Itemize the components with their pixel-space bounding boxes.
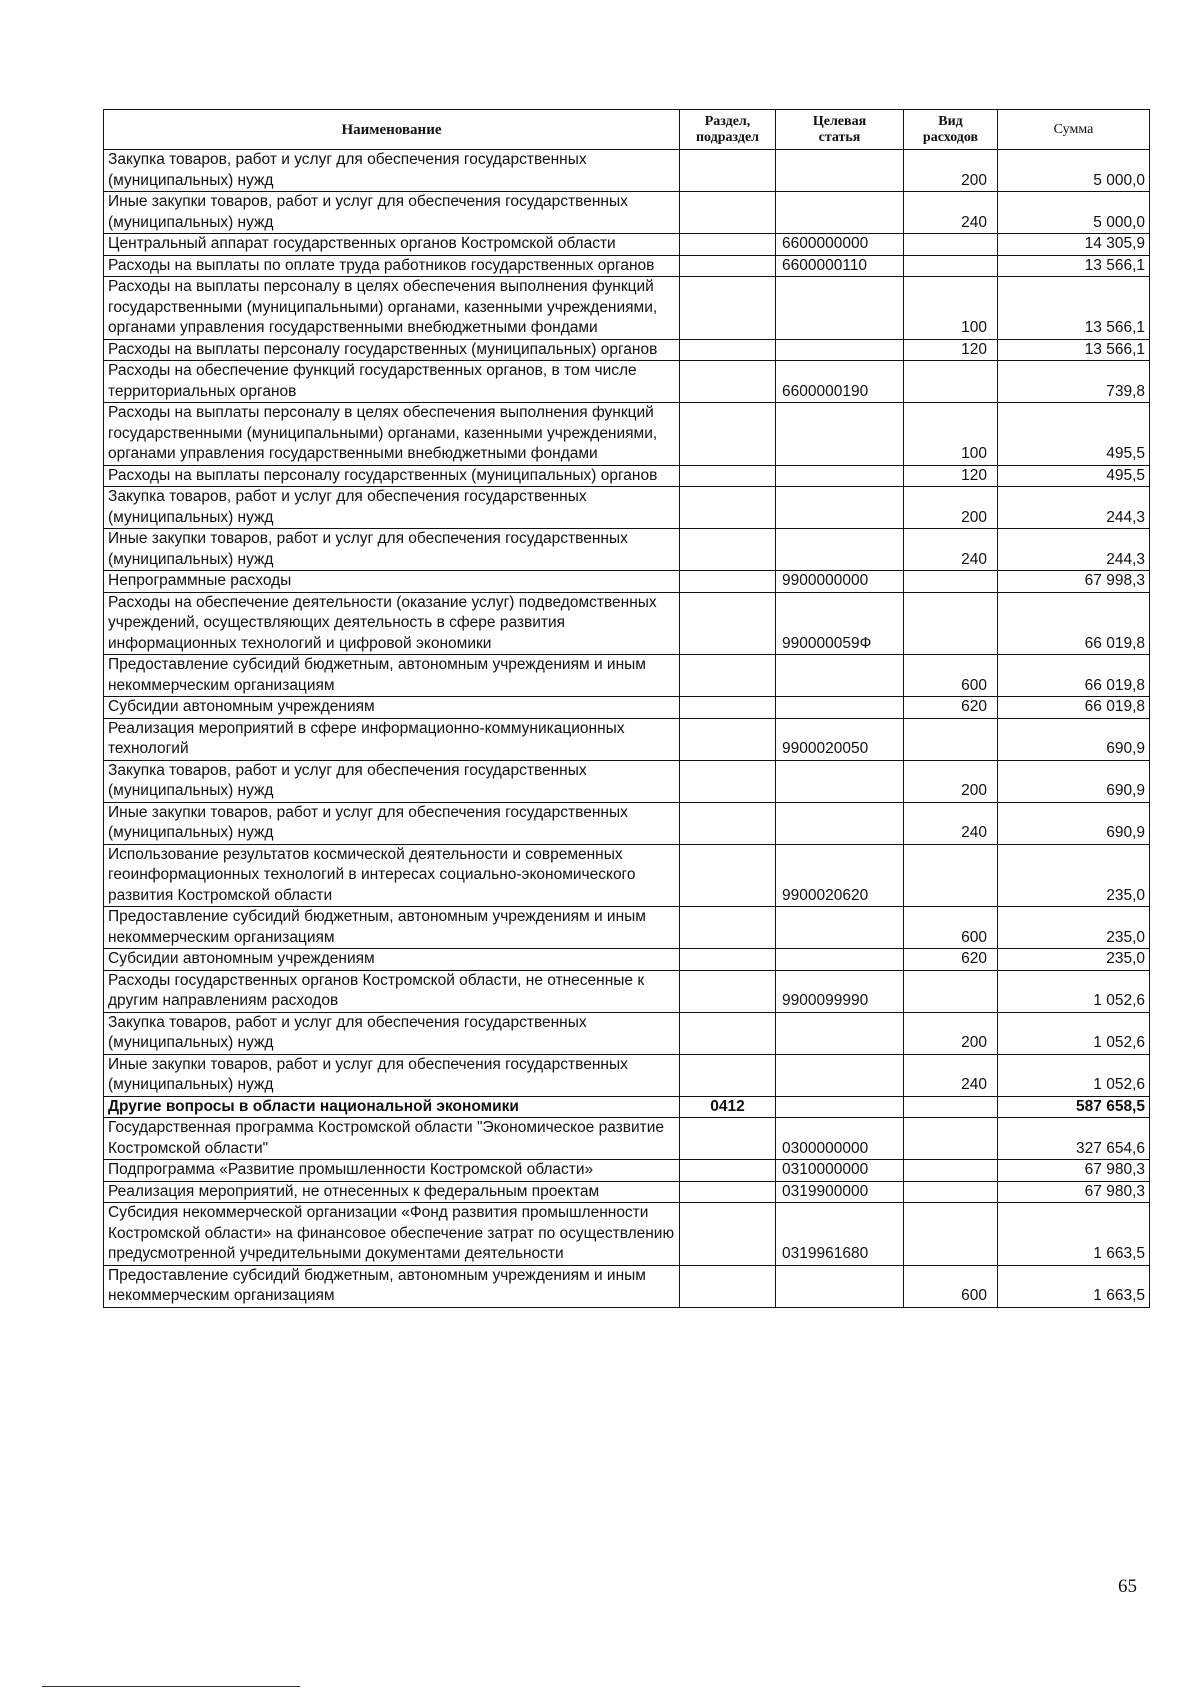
cell-section [680,718,776,760]
cell-type: 600 [904,907,998,949]
table-row [104,1054,1150,1096]
cell-sum: 1 663,5 [998,1203,1150,1266]
cell-type [904,361,998,403]
cell-section [680,487,776,529]
cell-sum: 244,3 [998,487,1150,529]
table-row [104,529,1150,571]
header-section-label: Раздел, подраздел [695,113,760,145]
cell-name: Закупка товаров, работ и услуг для обеспечения государственных (муниципальных) нужд [104,760,680,802]
cell-type: 120 [904,465,998,487]
cell-section [680,465,776,487]
table-row [104,277,1150,340]
cell-name: Другие вопросы в области национальной экономики [104,1096,680,1118]
cell-sum: 235,0 [998,907,1150,949]
cell-name: Непрограммные расходы [104,571,680,593]
cell-type: 200 [904,760,998,802]
cell-name: Закупка товаров, работ и услуг для обеспечения государственных (муниципальных) нужд [104,487,680,529]
cell-sum: 67 980,3 [998,1160,1150,1182]
cell-name: Расходы на выплаты персоналу государственных (муниципальных) органов [104,465,680,487]
table-row [104,949,1150,971]
cell-name: Иные закупки товаров, работ и услуг для обеспечения государственных (муниципальных) нужд [104,1054,680,1096]
cell-target: 9900000000 [776,571,904,593]
cell-section [680,234,776,256]
cell-type [904,1118,998,1160]
cell-name: Предоставление субсидий бюджетным, автономным учреждениям и иным некоммерческим организациям [104,907,680,949]
cell-section [680,844,776,907]
cell-target [776,907,904,949]
cell-section [680,760,776,802]
cell-section [680,1203,776,1266]
cell-name: Центральный аппарат государственных органов Костромской области [104,234,680,256]
cell-section [680,1118,776,1160]
table-row [104,150,1150,192]
cell-type: 200 [904,487,998,529]
cell-sum: 14 305,9 [998,234,1150,256]
cell-name: Расходы на выплаты персоналу в целях обеспечения выполнения функций государственными (муниципальными) органами, казенными учреждениями, органами управления государственными внебюджетными фондами [104,403,680,466]
cell-target [776,150,904,192]
cell-target: 9900099990 [776,970,904,1012]
cell-type [904,1096,998,1118]
table-row [104,655,1150,697]
cell-section [680,655,776,697]
cell-name: Государственная программа Костромской области "Экономическое развитие Костромской области" [104,1118,680,1160]
cell-sum: 1 052,6 [998,1012,1150,1054]
cell-sum: 495,5 [998,465,1150,487]
cell-name: Расходы на выплаты персоналу государственных (муниципальных) органов [104,339,680,361]
cell-type: 600 [904,655,998,697]
cell-name: Предоставление субсидий бюджетным, автономным учреждениям и иным некоммерческим организациям [104,655,680,697]
budget-table [103,109,1150,1308]
table-row [104,571,1150,593]
cell-sum: 66 019,8 [998,655,1150,697]
cell-section [680,970,776,1012]
cell-type: 620 [904,949,998,971]
cell-type: 200 [904,150,998,192]
cell-sum: 739,8 [998,361,1150,403]
table-row [104,1096,1150,1118]
cell-name: Закупка товаров, работ и услуг для обеспечения государственных (муниципальных) нужд [104,150,680,192]
cell-target [776,277,904,340]
cell-name: Предоставление субсидий бюджетным, автономным учреждениям и иным некоммерческим организациям [104,1265,680,1307]
table-body [104,150,1150,1308]
cell-type: 240 [904,802,998,844]
cell-type [904,234,998,256]
cell-target: 6600000000 [776,234,904,256]
cell-sum: 5 000,0 [998,150,1150,192]
cell-sum: 235,0 [998,949,1150,971]
cell-sum: 327 654,6 [998,1118,1150,1160]
cell-section [680,339,776,361]
cell-type: 200 [904,1012,998,1054]
table-row [104,403,1150,466]
cell-section [680,361,776,403]
page-number: 65 [1118,1576,1137,1597]
cell-name: Расходы на обеспечение деятельности (оказание услуг) подведомственных учреждений, осуществляющих деятельность в сфере развития информационных технологий и цифровой экономики [104,592,680,655]
cell-name: Расходы на выплаты персоналу в целях обеспечения выполнения функций государственными (муниципальными) органами, казенными учреждениями, органами управления государственными внебюджетными фондами [104,277,680,340]
cell-name: Иные закупки товаров, работ и услуг для обеспечения государственных (муниципальных) нужд [104,802,680,844]
table-row [104,760,1150,802]
cell-target [776,403,904,466]
cell-target [776,949,904,971]
header-type [904,110,998,150]
cell-sum: 1 052,6 [998,970,1150,1012]
header-target [776,110,904,150]
cell-target [776,487,904,529]
cell-type: 100 [904,403,998,466]
cell-sum: 67 980,3 [998,1181,1150,1203]
table-row [104,465,1150,487]
cell-target [776,1096,904,1118]
cell-type: 240 [904,1054,998,1096]
cell-section [680,697,776,719]
cell-target: 9900020050 [776,718,904,760]
cell-type [904,844,998,907]
table-row [104,487,1150,529]
header-sum: Сумма [998,110,1150,150]
cell-target: 6600000190 [776,361,904,403]
header-section [680,110,776,150]
cell-section [680,571,776,593]
cell-type [904,1203,998,1266]
cell-target: 6600000110 [776,255,904,277]
cell-sum: 690,9 [998,760,1150,802]
table-row [104,255,1150,277]
header-target-label: Целевая статья [812,113,867,145]
table-row [104,802,1150,844]
table-row [104,718,1150,760]
cell-sum: 66 019,8 [998,697,1150,719]
cell-sum: 66 019,8 [998,592,1150,655]
table-row [104,1265,1150,1307]
cell-target [776,192,904,234]
cell-section [680,255,776,277]
cell-type: 600 [904,1265,998,1307]
table-row [104,192,1150,234]
cell-sum: 587 658,5 [998,1096,1150,1118]
cell-target: 0319961680 [776,1203,904,1266]
table-row [104,592,1150,655]
cell-type [904,1181,998,1203]
cell-target [776,465,904,487]
table-row [104,970,1150,1012]
header-name: Наименование [104,110,680,150]
cell-sum: 67 998,3 [998,571,1150,593]
cell-section [680,1012,776,1054]
cell-target [776,697,904,719]
table-row [104,1181,1150,1203]
cell-section [680,403,776,466]
cell-name: Реализация мероприятий в сфере информационно-коммуникационных технологий [104,718,680,760]
cell-section [680,949,776,971]
table-row [104,1203,1150,1266]
cell-name: Реализация мероприятий, не отнесенных к федеральным проектам [104,1181,680,1203]
header-type-label: Вид расходов [922,113,979,145]
cell-name: Закупка товаров, работ и услуг для обеспечения государственных (муниципальных) нужд [104,1012,680,1054]
cell-name: Расходы государственных органов Костромской области, не отнесенные к другим направлениям расходов [104,970,680,1012]
cell-section [680,192,776,234]
cell-type: 120 [904,339,998,361]
cell-section [680,802,776,844]
cell-target: 0310000000 [776,1160,904,1182]
cell-name: Иные закупки товаров, работ и услуг для обеспечения государственных (муниципальных) нужд [104,192,680,234]
cell-name: Подпрограмма «Развитие промышленности Костромской области» [104,1160,680,1182]
cell-type [904,1160,998,1182]
cell-target: 0319900000 [776,1181,904,1203]
table-row [104,907,1150,949]
cell-sum: 13 566,1 [998,277,1150,340]
cell-target [776,1012,904,1054]
cell-target [776,529,904,571]
cell-sum: 1 663,5 [998,1265,1150,1307]
table-row [104,361,1150,403]
table-row [104,339,1150,361]
table-row [104,1012,1150,1054]
cell-name: Субсидии автономным учреждениям [104,697,680,719]
table-row [104,1160,1150,1182]
table-row [104,697,1150,719]
cell-section [680,1054,776,1096]
cell-section [680,907,776,949]
table-row [104,1118,1150,1160]
cell-type [904,592,998,655]
cell-target [776,802,904,844]
cell-target [776,1265,904,1307]
cell-sum: 244,3 [998,529,1150,571]
cell-sum: 690,9 [998,802,1150,844]
cell-type [904,571,998,593]
cell-sum: 690,9 [998,718,1150,760]
cell-target [776,1054,904,1096]
cell-name: Иные закупки товаров, работ и услуг для обеспечения государственных (муниципальных) нужд [104,529,680,571]
cell-section: 0412 [680,1096,776,1118]
cell-section [680,1181,776,1203]
footnote-rule [42,1686,300,1687]
cell-section [680,592,776,655]
cell-section [680,277,776,340]
cell-name: Использование результатов космической деятельности и современных геоинформационных технологий в интересах социально-экономического развития Костромской области [104,844,680,907]
cell-target: 990000059Ф [776,592,904,655]
cell-name: Расходы на обеспечение функций государственных органов, в том числе территориальных органов [104,361,680,403]
cell-target [776,655,904,697]
cell-section [680,1160,776,1182]
cell-type [904,255,998,277]
cell-sum: 235,0 [998,844,1150,907]
cell-name: Расходы на выплаты по оплате труда работников государственных органов [104,255,680,277]
table-header-row [104,110,1150,150]
cell-section [680,150,776,192]
cell-sum: 1 052,6 [998,1054,1150,1096]
cell-name: Субсидия некоммерческой организации «Фонд развития промышленности Костромской области» на финансовое обеспечение затрат по осуществлению предусмотренной учредительными документами деятельности [104,1203,680,1266]
cell-section [680,529,776,571]
table-row [104,234,1150,256]
cell-section [680,1265,776,1307]
cell-type: 100 [904,277,998,340]
cell-sum: 5 000,0 [998,192,1150,234]
cell-type: 240 [904,529,998,571]
cell-target: 0300000000 [776,1118,904,1160]
cell-type [904,718,998,760]
cell-target: 9900020620 [776,844,904,907]
cell-target [776,760,904,802]
cell-type: 240 [904,192,998,234]
cell-sum: 13 566,1 [998,255,1150,277]
table-row [104,844,1150,907]
cell-sum: 495,5 [998,403,1150,466]
cell-sum: 13 566,1 [998,339,1150,361]
cell-type: 620 [904,697,998,719]
cell-target [776,339,904,361]
cell-name: Субсидии автономным учреждениям [104,949,680,971]
cell-type [904,970,998,1012]
